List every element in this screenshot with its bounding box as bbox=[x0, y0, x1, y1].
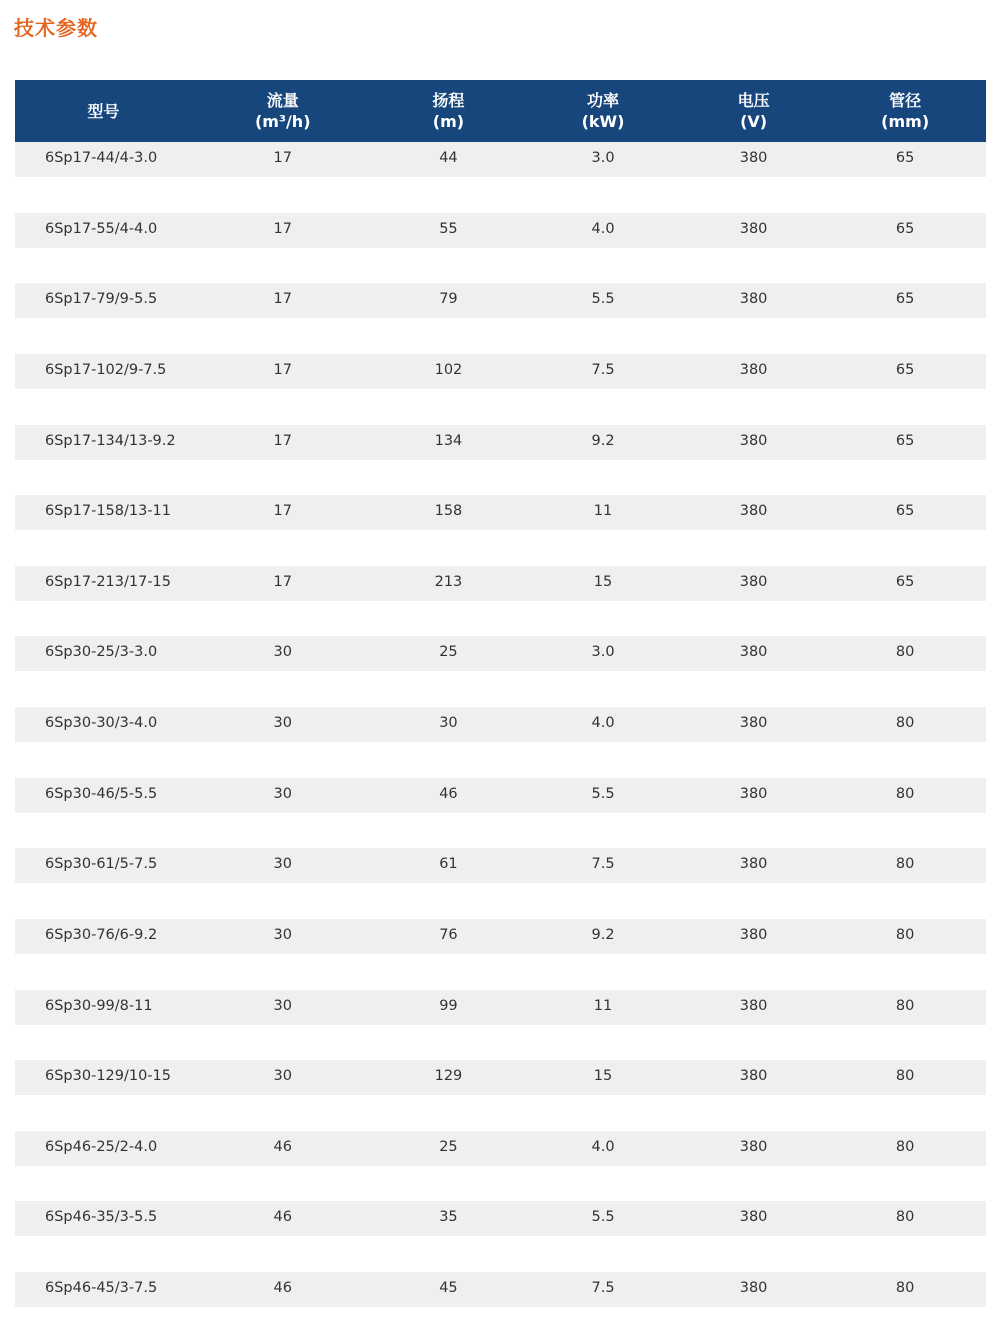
cell-pipe: 80 bbox=[895, 997, 915, 1014]
table-row bbox=[15, 495, 986, 530]
cell-model: 6Sp30-99/8-11 bbox=[45, 997, 153, 1014]
cell-head: 102 bbox=[434, 361, 463, 378]
cell-voltage: 380 bbox=[739, 1280, 768, 1296]
row-spacer-cell bbox=[15, 460, 986, 496]
row-spacer-cell bbox=[15, 1166, 986, 1202]
cell-model: 6Sp30-30/3-4.0 bbox=[45, 715, 158, 731]
row-spacer bbox=[15, 1236, 986, 1272]
cell-voltage: 380 bbox=[739, 1209, 768, 1226]
row-spacer-cell bbox=[15, 954, 986, 990]
row-spacer bbox=[15, 460, 986, 496]
cell-power: 3.0 bbox=[591, 150, 615, 166]
cell-head: 35 bbox=[439, 1209, 458, 1226]
cell-flow: 30 bbox=[273, 785, 292, 802]
cell-power: 9.2 bbox=[591, 432, 615, 449]
cell-flow: 17 bbox=[273, 503, 292, 520]
cell-flow: 17 bbox=[273, 432, 292, 449]
cell-model: 6Sp17-102/9-7.5 bbox=[45, 361, 167, 378]
cell-power: 15 bbox=[593, 1068, 613, 1085]
cell-pipe: 80 bbox=[895, 1209, 915, 1226]
cell-head: 25 bbox=[439, 1138, 458, 1155]
cell-power: 5.5 bbox=[591, 785, 615, 802]
cell-flow: 17 bbox=[273, 361, 292, 378]
cell-voltage: 380 bbox=[739, 997, 768, 1014]
cell-model: 6Sp17-44/4-3.0 bbox=[45, 150, 158, 166]
cell-flow: 30 bbox=[273, 644, 292, 661]
cell-voltage: 380 bbox=[739, 1068, 768, 1085]
cell-voltage: 380 bbox=[739, 573, 768, 590]
cell-model: 6Sp17-213/17-15 bbox=[45, 573, 172, 590]
cell-model: 6Sp46-35/3-5.5 bbox=[45, 1209, 158, 1226]
cell-model: 6Sp30-25/3-3.0 bbox=[45, 644, 158, 661]
header-power bbox=[523, 80, 683, 142]
table-row bbox=[15, 990, 986, 1025]
row-spacer-cell bbox=[15, 1025, 986, 1061]
cell-flow: 17 bbox=[273, 150, 292, 166]
cell-voltage: 380 bbox=[739, 291, 768, 308]
cell-model: 6Sp46-25/2-4.0 bbox=[45, 1138, 158, 1155]
table-row bbox=[15, 848, 986, 883]
cell-flow: 46 bbox=[273, 1209, 292, 1226]
cell-power: 7.5 bbox=[591, 856, 615, 873]
cell-power: 5.5 bbox=[591, 1209, 615, 1226]
cell-voltage: 380 bbox=[739, 926, 768, 943]
row-spacer-cell bbox=[15, 318, 986, 354]
table-row bbox=[15, 354, 986, 389]
cell-flow: 46 bbox=[273, 1280, 292, 1296]
cell-voltage: 380 bbox=[739, 1138, 768, 1155]
cell-head: 213 bbox=[434, 573, 463, 590]
cell-head: 30 bbox=[439, 715, 458, 731]
header-power-label: 功率 bbox=[587, 91, 620, 110]
cell-pipe: 80 bbox=[895, 1280, 915, 1296]
spec-table bbox=[15, 80, 986, 1307]
row-spacer-cell bbox=[15, 389, 986, 425]
header-pipe-label: 管径 bbox=[889, 91, 922, 110]
cell-head: 158 bbox=[434, 503, 463, 520]
row-spacer-cell bbox=[15, 530, 986, 566]
cell-head: 134 bbox=[434, 432, 463, 449]
table-row bbox=[15, 1201, 986, 1236]
header-model bbox=[15, 80, 192, 142]
header-power-unit: (kW) bbox=[581, 112, 625, 131]
cell-flow: 46 bbox=[273, 1138, 292, 1155]
row-spacer bbox=[15, 1025, 986, 1061]
cell-head: 61 bbox=[439, 856, 458, 873]
table-row bbox=[15, 1131, 986, 1166]
row-spacer-cell bbox=[15, 1236, 986, 1272]
cell-power: 11 bbox=[593, 997, 613, 1014]
cell-flow: 17 bbox=[273, 220, 292, 237]
table-row bbox=[15, 778, 986, 813]
cell-pipe: 65 bbox=[895, 361, 915, 378]
cell-voltage: 380 bbox=[739, 503, 768, 520]
cell-power: 4.0 bbox=[591, 1138, 615, 1155]
cell-flow: 30 bbox=[273, 856, 292, 873]
cell-voltage: 380 bbox=[739, 644, 768, 661]
cell-head: 46 bbox=[439, 785, 458, 802]
cell-head: 79 bbox=[439, 291, 458, 308]
row-spacer-cell bbox=[15, 742, 986, 778]
row-spacer bbox=[15, 813, 986, 849]
table-row bbox=[15, 919, 986, 954]
header-pipe bbox=[824, 80, 986, 142]
header-flow bbox=[192, 80, 374, 142]
cell-flow: 17 bbox=[273, 291, 292, 308]
table-row bbox=[15, 707, 986, 742]
table-row bbox=[15, 1060, 986, 1095]
cell-head: 99 bbox=[439, 997, 458, 1014]
table-row bbox=[15, 636, 986, 671]
cell-model: 6Sp30-46/5-5.5 bbox=[45, 785, 158, 802]
cell-pipe: 80 bbox=[895, 1068, 915, 1085]
table-row bbox=[15, 213, 986, 248]
header-voltage bbox=[683, 80, 824, 142]
table-row bbox=[15, 142, 986, 177]
cell-model: 6Sp30-129/10-15 bbox=[45, 1068, 172, 1085]
cell-voltage: 380 bbox=[739, 150, 768, 166]
row-spacer-cell bbox=[15, 883, 986, 919]
cell-flow: 30 bbox=[273, 1068, 292, 1085]
table-row bbox=[15, 283, 986, 318]
header-voltage-unit: (V) bbox=[740, 112, 768, 131]
row-spacer-cell bbox=[15, 177, 986, 213]
cell-flow: 30 bbox=[273, 926, 292, 943]
cell-head: 76 bbox=[439, 926, 458, 943]
cell-model: 6Sp46-45/3-7.5 bbox=[45, 1280, 158, 1296]
cell-flow: 30 bbox=[273, 715, 292, 731]
cell-voltage: 380 bbox=[739, 361, 768, 378]
cell-head: 45 bbox=[439, 1280, 458, 1296]
header-model-label: 型号 bbox=[87, 101, 120, 121]
cell-head: 55 bbox=[439, 220, 458, 237]
table-body bbox=[15, 142, 986, 1307]
page-title: 技术参数 bbox=[14, 16, 98, 40]
cell-voltage: 380 bbox=[739, 220, 768, 237]
cell-pipe: 65 bbox=[895, 220, 915, 237]
row-spacer bbox=[15, 883, 986, 919]
cell-model: 6Sp17-134/13-9.2 bbox=[45, 432, 176, 449]
row-spacer-cell bbox=[15, 813, 986, 849]
cell-pipe: 65 bbox=[895, 503, 915, 520]
cell-power: 15 bbox=[593, 573, 613, 590]
row-spacer-cell bbox=[15, 1095, 986, 1131]
cell-model: 6Sp17-79/9-5.5 bbox=[45, 291, 158, 308]
header-pipe-unit: (mm) bbox=[881, 112, 930, 131]
cell-pipe: 80 bbox=[895, 644, 915, 661]
header-flow-unit: (m³/h) bbox=[254, 112, 311, 131]
row-spacer bbox=[15, 671, 986, 707]
cell-model: 6Sp30-76/6-9.2 bbox=[45, 926, 158, 943]
cell-pipe: 65 bbox=[895, 150, 915, 166]
cell-power: 9.2 bbox=[591, 926, 615, 943]
cell-pipe: 65 bbox=[895, 432, 915, 449]
row-spacer bbox=[15, 177, 986, 213]
header-head bbox=[374, 80, 524, 142]
cell-head: 129 bbox=[434, 1068, 463, 1085]
cell-pipe: 80 bbox=[895, 715, 915, 731]
cell-power: 11 bbox=[593, 503, 613, 520]
cell-model: 6Sp17-158/13-11 bbox=[45, 503, 172, 520]
row-spacer bbox=[15, 318, 986, 354]
table-row bbox=[15, 1272, 986, 1307]
cell-voltage: 380 bbox=[739, 856, 768, 873]
row-spacer-cell bbox=[15, 601, 986, 637]
table-row bbox=[15, 425, 986, 460]
cell-voltage: 380 bbox=[739, 785, 768, 802]
table-header-row bbox=[15, 80, 986, 142]
cell-head: 44 bbox=[439, 150, 458, 166]
cell-power: 7.5 bbox=[591, 361, 615, 378]
cell-pipe: 65 bbox=[895, 291, 915, 308]
cell-voltage: 380 bbox=[739, 715, 768, 731]
row-spacer bbox=[15, 742, 986, 778]
cell-model: 6Sp30-61/5-7.5 bbox=[45, 856, 158, 873]
cell-pipe: 80 bbox=[895, 1138, 915, 1155]
cell-pipe: 80 bbox=[895, 785, 915, 802]
cell-power: 3.0 bbox=[591, 644, 615, 661]
row-spacer bbox=[15, 1166, 986, 1202]
cell-power: 4.0 bbox=[591, 220, 615, 237]
cell-power: 4.0 bbox=[591, 715, 615, 731]
cell-flow: 30 bbox=[273, 997, 292, 1014]
row-spacer bbox=[15, 601, 986, 637]
header-flow-label: 流量 bbox=[266, 91, 299, 110]
row-spacer bbox=[15, 954, 986, 990]
cell-pipe: 80 bbox=[895, 926, 915, 943]
row-spacer bbox=[15, 389, 986, 425]
cell-head: 25 bbox=[439, 644, 458, 661]
cell-pipe: 80 bbox=[895, 856, 915, 873]
cell-voltage: 380 bbox=[739, 432, 768, 449]
row-spacer bbox=[15, 530, 986, 566]
row-spacer-cell bbox=[15, 671, 986, 707]
table-row bbox=[15, 566, 986, 601]
cell-model: 6Sp17-55/4-4.0 bbox=[45, 220, 158, 237]
cell-power: 7.5 bbox=[591, 1280, 615, 1296]
cell-flow: 17 bbox=[273, 573, 292, 590]
row-spacer bbox=[15, 248, 986, 284]
header-head-label: 扬程 bbox=[432, 91, 465, 110]
cell-pipe: 65 bbox=[895, 573, 915, 590]
header-voltage-label: 电压 bbox=[737, 91, 770, 110]
row-spacer-cell bbox=[15, 248, 986, 284]
cell-power: 5.5 bbox=[591, 291, 615, 308]
header-head-unit: (m) bbox=[432, 112, 465, 131]
row-spacer bbox=[15, 1095, 986, 1131]
